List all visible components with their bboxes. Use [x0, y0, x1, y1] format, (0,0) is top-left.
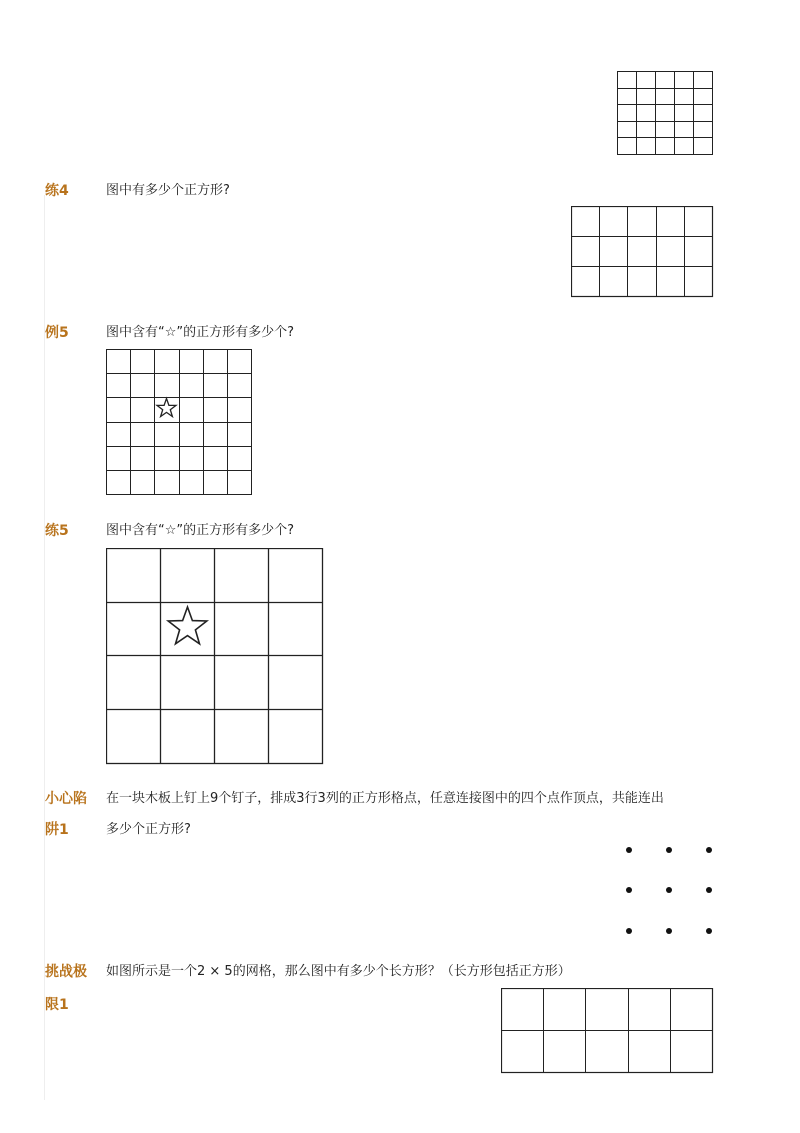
star-icon — [157, 399, 176, 417]
nail-dot — [666, 928, 672, 934]
nail-dot — [626, 847, 632, 853]
grid-lian4 — [571, 206, 714, 298]
question-text-trap1-line1: 在一块木板上钉上9个钉子，排成3行3列的正方形格点，任意连接图中的四个点作顶点，共能连出 — [106, 791, 664, 806]
nail-dot — [666, 847, 672, 853]
grid-li5 — [106, 349, 253, 496]
question-text-li5: 图中含有“☆”的正方形有多少个? — [106, 325, 295, 340]
grid-lian5 — [106, 548, 324, 765]
nail-dot — [706, 887, 712, 893]
section-label-lian5: 练5 — [45, 523, 69, 539]
section-label-challenge1-line2: 限1 — [45, 997, 69, 1013]
nail-dot — [626, 928, 632, 934]
question-text-lian5: 图中含有“☆”的正方形有多少个? — [106, 523, 295, 538]
section-label-trap1-line1: 小心陷 — [45, 791, 87, 807]
section-label-trap1-line2: 阱1 — [45, 822, 69, 838]
top-grid — [617, 71, 714, 156]
section-label-challenge1-line1: 挑战极 — [45, 964, 87, 980]
nail-dot — [706, 847, 712, 853]
section-label-lian4: 练4 — [45, 183, 69, 199]
question-text-challenge1: 如图所示是一个2 × 5的网格，那么图中有多少个长方形？（长方形包括正方形） — [106, 964, 571, 979]
question-text-trap1-line2: 多少个正方形? — [106, 822, 191, 837]
grid-challenge1 — [501, 988, 714, 1074]
section-label-li5: 例5 — [45, 325, 69, 341]
nail-dot — [706, 928, 712, 934]
nail-dot — [666, 887, 672, 893]
question-text-lian4: 图中有多少个正方形? — [106, 183, 230, 198]
star-icon — [168, 607, 207, 644]
nail-dot — [626, 887, 632, 893]
